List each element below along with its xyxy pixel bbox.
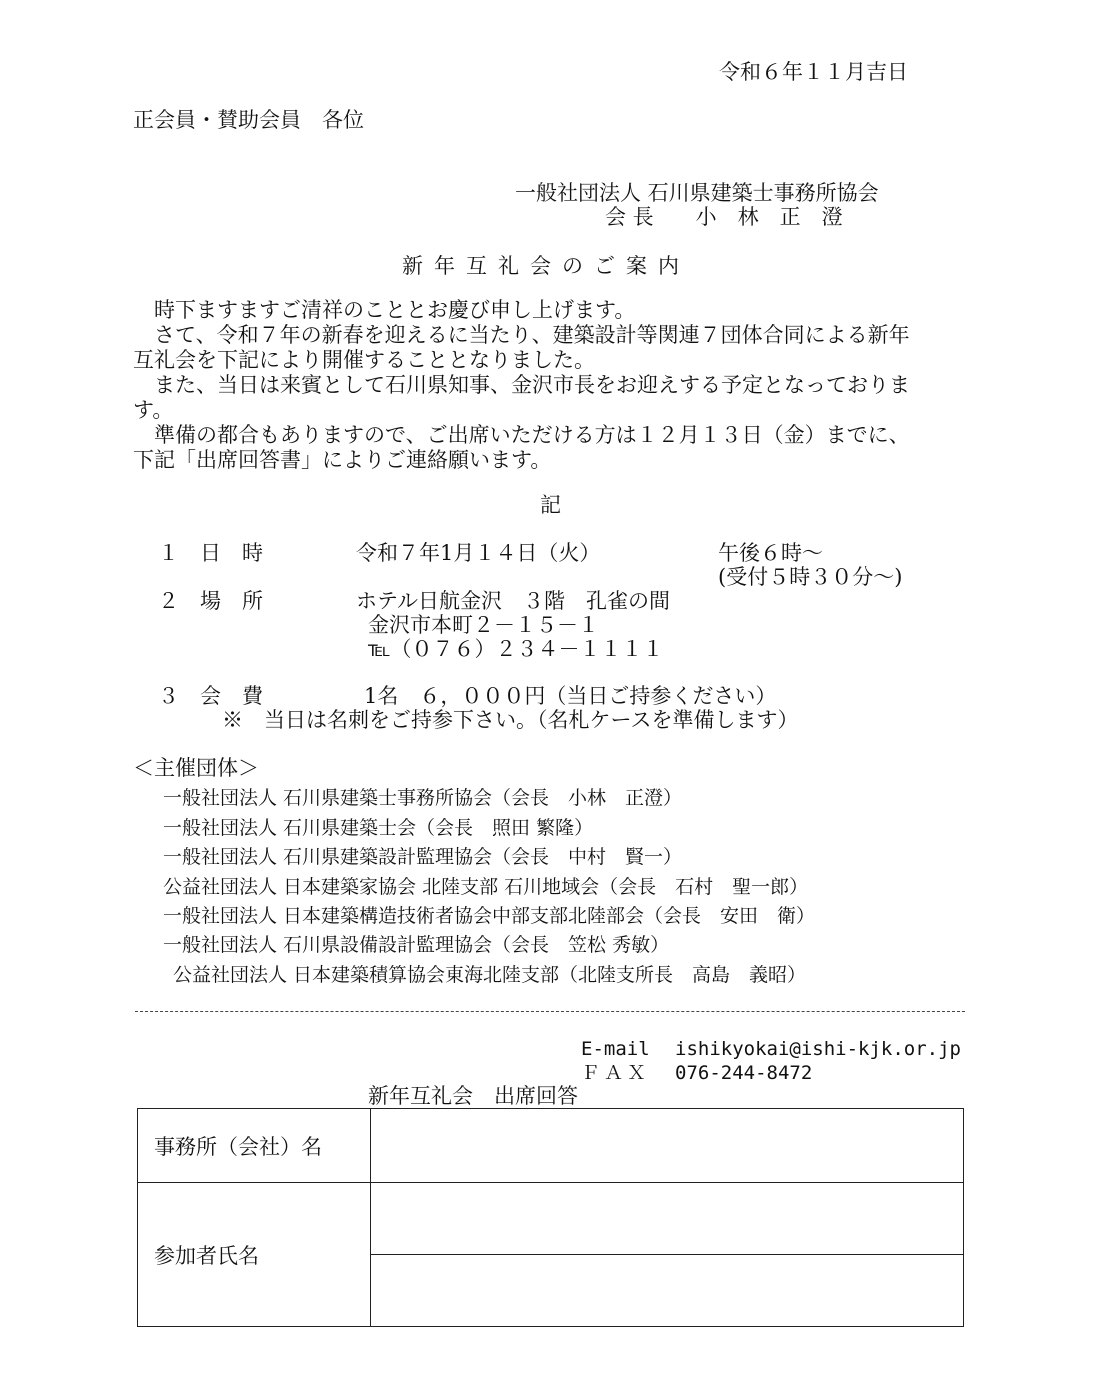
datetime-label: １ 日 時 bbox=[158, 541, 263, 565]
sender-name: 会 長 小 林 正 澄 bbox=[605, 205, 843, 229]
issue-date: 令和６年１１月吉日 bbox=[719, 60, 908, 84]
reception-time: (受付５時３０分～) bbox=[718, 565, 903, 589]
organizer-item: 公益社団法人 日本建築積算協会東海北陸支部（北陸支所長 高島 義昭） bbox=[173, 964, 807, 986]
email-label: E-mail bbox=[581, 1038, 650, 1060]
body-line: 準備の都合もありますので、ご出席いただける方は１２月１３日（金）までに、 bbox=[133, 423, 910, 447]
addressee: 正会員・賛助会員 各位 bbox=[133, 108, 364, 132]
organizer-item: 一般社団法人 石川県設備設計監理協会（会長 笠松 秀敏） bbox=[163, 934, 670, 956]
fee-label: ３ 会 費 bbox=[158, 684, 263, 708]
organizer-item: 一般社団法人 石川県建築士会（会長 照田 繁隆） bbox=[163, 817, 594, 839]
document-title: 新年互礼会のご案内 bbox=[402, 254, 690, 278]
office-name-label: 事務所（会社）名 bbox=[138, 1109, 371, 1183]
body-line: 互礼会を下記により開催することとなりました。 bbox=[133, 348, 595, 372]
office-name-field[interactable] bbox=[371, 1109, 964, 1183]
organizer-item: 一般社団法人 日本建築構造技術者協会中部支部北陸部会（会長 安田 衛） bbox=[163, 905, 816, 927]
cut-line bbox=[135, 1011, 965, 1012]
attendee-name-label: 参加者氏名 bbox=[138, 1183, 371, 1327]
fax-number: 076-244-8472 bbox=[675, 1062, 813, 1084]
organizer-item: 公益社団法人 日本建築家協会 北陸支部 石川地域会（会長 石村 聖一郎） bbox=[163, 876, 809, 898]
event-time: 午後６時～ bbox=[718, 541, 823, 565]
venue-label: ２ 場 所 bbox=[158, 589, 263, 613]
fee-note: ※ 当日は名刺をご持参下さい。（名札ケースを準備します） bbox=[222, 708, 799, 732]
attendee-name-field-1[interactable] bbox=[371, 1183, 964, 1255]
email-address[interactable]: ishikyokai@ishi-kjk.or.jp bbox=[675, 1038, 961, 1060]
body-line: さて、令和７年の新春を迎えるに当たり、建築設計等関連７団体合同による新年 bbox=[133, 323, 910, 347]
body-line: また、当日は来賓として石川県知事、金沢市長をお迎えする予定となっておりま bbox=[133, 373, 910, 397]
fax-label: ＦＡＸ bbox=[581, 1062, 651, 1084]
body-line: す。 bbox=[133, 398, 174, 422]
reply-form-table bbox=[137, 1108, 964, 1327]
body-line: 時下ますますご清祥のこととお慶び申し上げます。 bbox=[133, 298, 636, 322]
sender-organization: 一般社団法人 石川県建築士事務所協会 bbox=[515, 181, 879, 205]
event-date: 令和７年1月１４日（火） bbox=[356, 541, 601, 565]
organizer-item: 一般社団法人 石川県建築設計監理協会（会長 中村 賢一） bbox=[163, 846, 683, 868]
venue-name: ホテル日航金沢 ３階 孔雀の間 bbox=[356, 589, 670, 613]
organizers-heading: ＜主催団体＞ bbox=[133, 756, 259, 780]
ki-heading: 記 bbox=[540, 493, 561, 517]
fee-value: 1名 ６，０００円（当日ご持参ください） bbox=[364, 684, 777, 708]
reply-form-title: 新年互礼会 出席回答 bbox=[368, 1084, 578, 1108]
venue-address: 金沢市本町２－１５－１ bbox=[368, 613, 599, 637]
body-line: 下記「出席回答書」によりご連絡願います。 bbox=[133, 448, 552, 472]
attendee-name-field-2[interactable] bbox=[371, 1255, 964, 1327]
organizer-item: 一般社団法人 石川県建築士事務所協会（会長 小林 正澄） bbox=[163, 787, 683, 809]
venue-tel: ℡（０７６）２３４－１１１１ bbox=[368, 637, 664, 661]
